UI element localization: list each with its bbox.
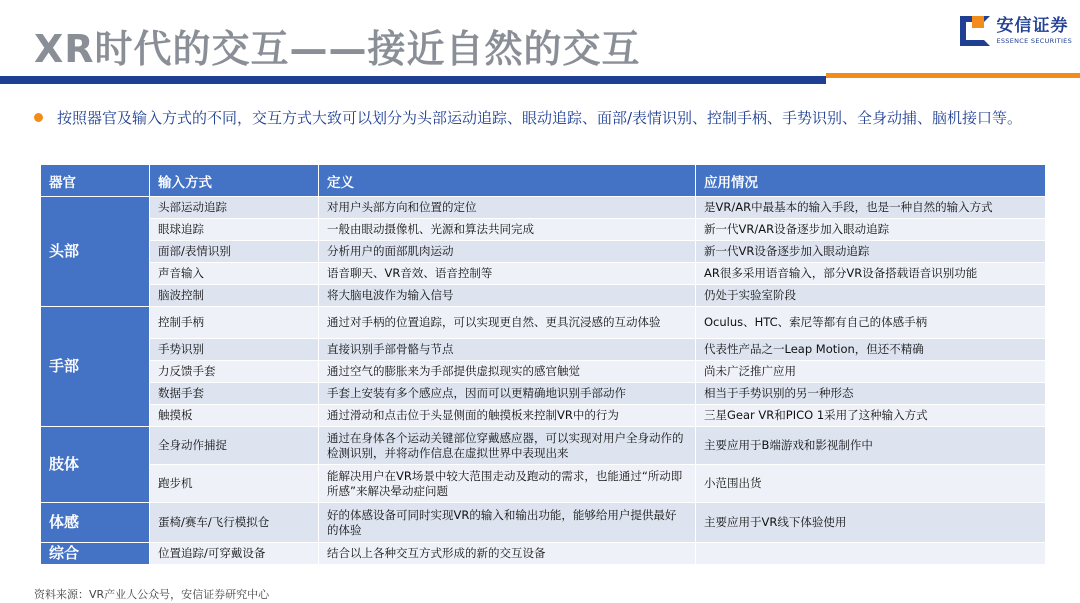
- method-cell: 眼球追踪: [150, 219, 319, 241]
- organ-cell: 头部: [41, 197, 150, 307]
- definition-cell: 能解决用户在VR场景中较大范围走动及跑动的需求，也能通过“所动即所感”来解决晕动症问题: [319, 465, 696, 503]
- method-cell: 全身动作捕捉: [150, 427, 319, 465]
- interaction-table: [40, 164, 1046, 565]
- table-header-row: [41, 165, 1046, 197]
- intro-paragraph: [34, 107, 1054, 129]
- method-cell: 手势识别: [150, 339, 319, 361]
- method-cell: 头部运动追踪: [150, 197, 319, 219]
- method-cell: 蛋椅/赛车/飞行模拟仓: [150, 503, 319, 543]
- organ-cell: 手部: [41, 307, 150, 427]
- method-cell: 触摸板: [150, 405, 319, 427]
- table-row: [41, 503, 1046, 543]
- usage-cell: 三星Gear VR和PICO 1采用了这种输入方式: [696, 405, 1046, 427]
- method-cell: 跑步机: [150, 465, 319, 503]
- definition-cell: 分析用户的面部肌肉运动: [319, 241, 696, 263]
- usage-cell: 代表性产品之一Leap Motion，但还不精确: [696, 339, 1046, 361]
- usage-cell: 相当于手势识别的另一种形态: [696, 383, 1046, 405]
- table-row: [41, 427, 1046, 465]
- table-row: [41, 285, 1046, 307]
- company-logo: [960, 16, 1072, 46]
- table-row: [41, 383, 1046, 405]
- usage-cell: Oculus、HTC、索尼等都有自己的体感手柄: [696, 307, 1046, 339]
- table-body: [41, 197, 1046, 565]
- definition-cell: 通过在身体各个运动关键部位穿戴感应器，可以实现对用户全身动作的检测识别，并将动作信息在虚拟世界中表现出来: [319, 427, 696, 465]
- method-cell: 位置追踪/可穿戴设备: [150, 543, 319, 565]
- definition-cell: 一般由眼动摄像机、光源和算法共同完成: [319, 219, 696, 241]
- table-row: [41, 219, 1046, 241]
- organ-cell: 综合: [41, 543, 150, 565]
- usage-cell: 是VR/AR中最基本的输入手段，也是一种自然的输入方式: [696, 197, 1046, 219]
- definition-cell: 手套上安装有多个感应点，因而可以更精确地识别手部动作: [319, 383, 696, 405]
- table-row: [41, 405, 1046, 427]
- source-note: 资料来源：VR产业人公众号，安信证券研究中心: [34, 588, 270, 601]
- definition-cell: 直接识别手部骨骼与节点: [319, 339, 696, 361]
- definition-cell: 结合以上各种交互方式形成的新的交互设备: [319, 543, 696, 565]
- logo-mark-icon: [960, 16, 990, 46]
- usage-cell: 尚未广泛推广应用: [696, 361, 1046, 383]
- intro-text: 按照器官及输入方式的不同，交互方式大致可以划分为头部运动追踪、眼动追踪、面部/表情识别、控制手柄、手势识别、全身动捕、脑机接口等。: [57, 109, 1023, 127]
- header-input-method: 输入方式: [150, 165, 319, 197]
- usage-cell: 主要应用于VR线下体验使用: [696, 503, 1046, 543]
- header-divider-orange: [826, 73, 1080, 78]
- slide-title: XR时代的交互——接近自然的交互: [34, 27, 641, 71]
- table-row: [41, 197, 1046, 219]
- header-organ: 器官: [41, 165, 150, 197]
- usage-cell: 新一代VR设备逐步加入眼动追踪: [696, 241, 1046, 263]
- definition-cell: 语音聊天、VR音效、语音控制等: [319, 263, 696, 285]
- organ-cell: 体感: [41, 503, 150, 543]
- table-row: [41, 339, 1046, 361]
- header-usage: 应用情况: [696, 165, 1046, 197]
- method-cell: 力反馈手套: [150, 361, 319, 383]
- header-divider-blue: [0, 76, 826, 84]
- usage-cell: 主要应用于B端游戏和影视制作中: [696, 427, 1046, 465]
- definition-cell: 对用户头部方向和位置的定位: [319, 197, 696, 219]
- usage-cell: 小范围出货: [696, 465, 1046, 503]
- logo-name-en: ESSENCE SECURITIES: [996, 36, 1072, 45]
- table-row: [41, 543, 1046, 565]
- organ-cell: 肢体: [41, 427, 150, 503]
- logo-name-cn: 安信证券: [996, 15, 1069, 36]
- usage-cell: 仍处于实验室阶段: [696, 285, 1046, 307]
- header-definition: 定义: [319, 165, 696, 197]
- table-row: [41, 241, 1046, 263]
- definition-cell: 通过空气的膨胀来为手部提供虚拟现实的感官触觉: [319, 361, 696, 383]
- definition-cell: 好的体感设备可同时实现VR的输入和输出功能，能够给用户提供最好的体验: [319, 503, 696, 543]
- definition-cell: 通过滑动和点击位于头显侧面的触摸板来控制VR中的行为: [319, 405, 696, 427]
- definition-cell: 通过对手柄的位置追踪，可以实现更自然、更具沉浸感的互动体验: [319, 307, 696, 339]
- table-row: [41, 263, 1046, 285]
- method-cell: 脑波控制: [150, 285, 319, 307]
- method-cell: 面部/表情识别: [150, 241, 319, 263]
- table-row: [41, 465, 1046, 503]
- usage-cell: 新一代VR/AR设备逐步加入眼动追踪: [696, 219, 1046, 241]
- definition-cell: 将大脑电波作为输入信号: [319, 285, 696, 307]
- table-row: [41, 361, 1046, 383]
- usage-cell: [696, 543, 1046, 565]
- method-cell: 数据手套: [150, 383, 319, 405]
- method-cell: 控制手柄: [150, 307, 319, 339]
- usage-cell: AR很多采用语音输入，部分VR设备搭载语音识别功能: [696, 263, 1046, 285]
- method-cell: 声音输入: [150, 263, 319, 285]
- bullet-dot-icon: [34, 113, 43, 122]
- table-row: [41, 307, 1046, 339]
